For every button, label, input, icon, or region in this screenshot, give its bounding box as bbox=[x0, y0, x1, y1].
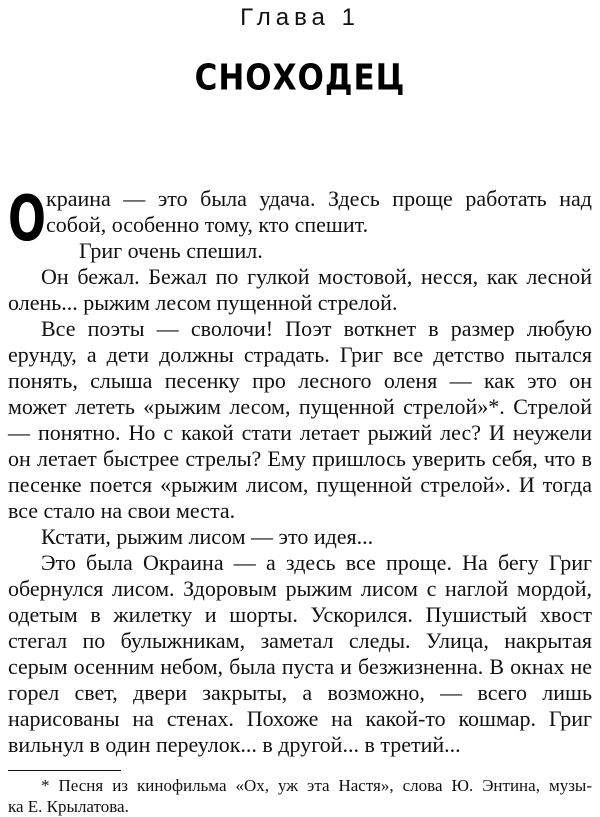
paragraph-1-text: краина — это была удача. Здесь проще работать над собой, особенно тому, кто спешит. bbox=[46, 186, 592, 237]
chapter-title: СНОХОДЕЦ bbox=[194, 57, 406, 99]
drop-cap: О bbox=[8, 182, 46, 255]
footnote-line-2: ка Е. Крылатова. bbox=[8, 797, 129, 816]
paragraph-2: Григ очень спешил. bbox=[79, 238, 263, 263]
body-text bbox=[8, 182, 592, 758]
paragraph-6: Это была Окраина — а здесь все проще. На бегу Григ обернулся лисом. Здоровым рыжим лисом с наглой мордой, одетым в жилетку и шорты. Ускорился. Пушистый хвост стегал по булыжникам, заметал следы. Улица, накрытая серым осенним небом, была пуста и безжизненна. В окнах не горел свет, двери закрыты, а возможно, — всего лишь нарисованы на стенах. Похоже на какой-то кошмар. Григ вильнул в один переулок... в другой... в третий... bbox=[8, 550, 592, 757]
paragraph-3: Он бежал. Бежал по гулкой мостовой, несся, как лесной олень... рыжим лесом пущенной стрелой. bbox=[8, 264, 592, 315]
footnote-divider bbox=[8, 770, 121, 771]
footnote-line-1: * Песня из кинофильма «Ох, уж эта Настя», слова Ю. Энтина, музы- bbox=[41, 776, 592, 795]
paragraph-5: Кстати, рыжим лисом — это идея... bbox=[41, 524, 374, 549]
footnote bbox=[8, 775, 592, 817]
paragraph-4: Все поэты — сволочи! Поэт воткнет в размер любую ерунду, а дети должны страдать. Григ все детство пытался понять, слыша песенку про лесного оленя — как это он может лететь «рыжим лесом, пущенной стрелой»*. Стрелой — понятно. Но с какой стати летает рыжий лес? И неужели он летает быстрее стрелы? Ему пришлось уверить себя, что в песенке поется «рыжим лисом, пущенной стрелой». И тогда все стало на свои места. bbox=[8, 316, 592, 523]
chapter-heading: Глава 1 bbox=[240, 4, 360, 31]
